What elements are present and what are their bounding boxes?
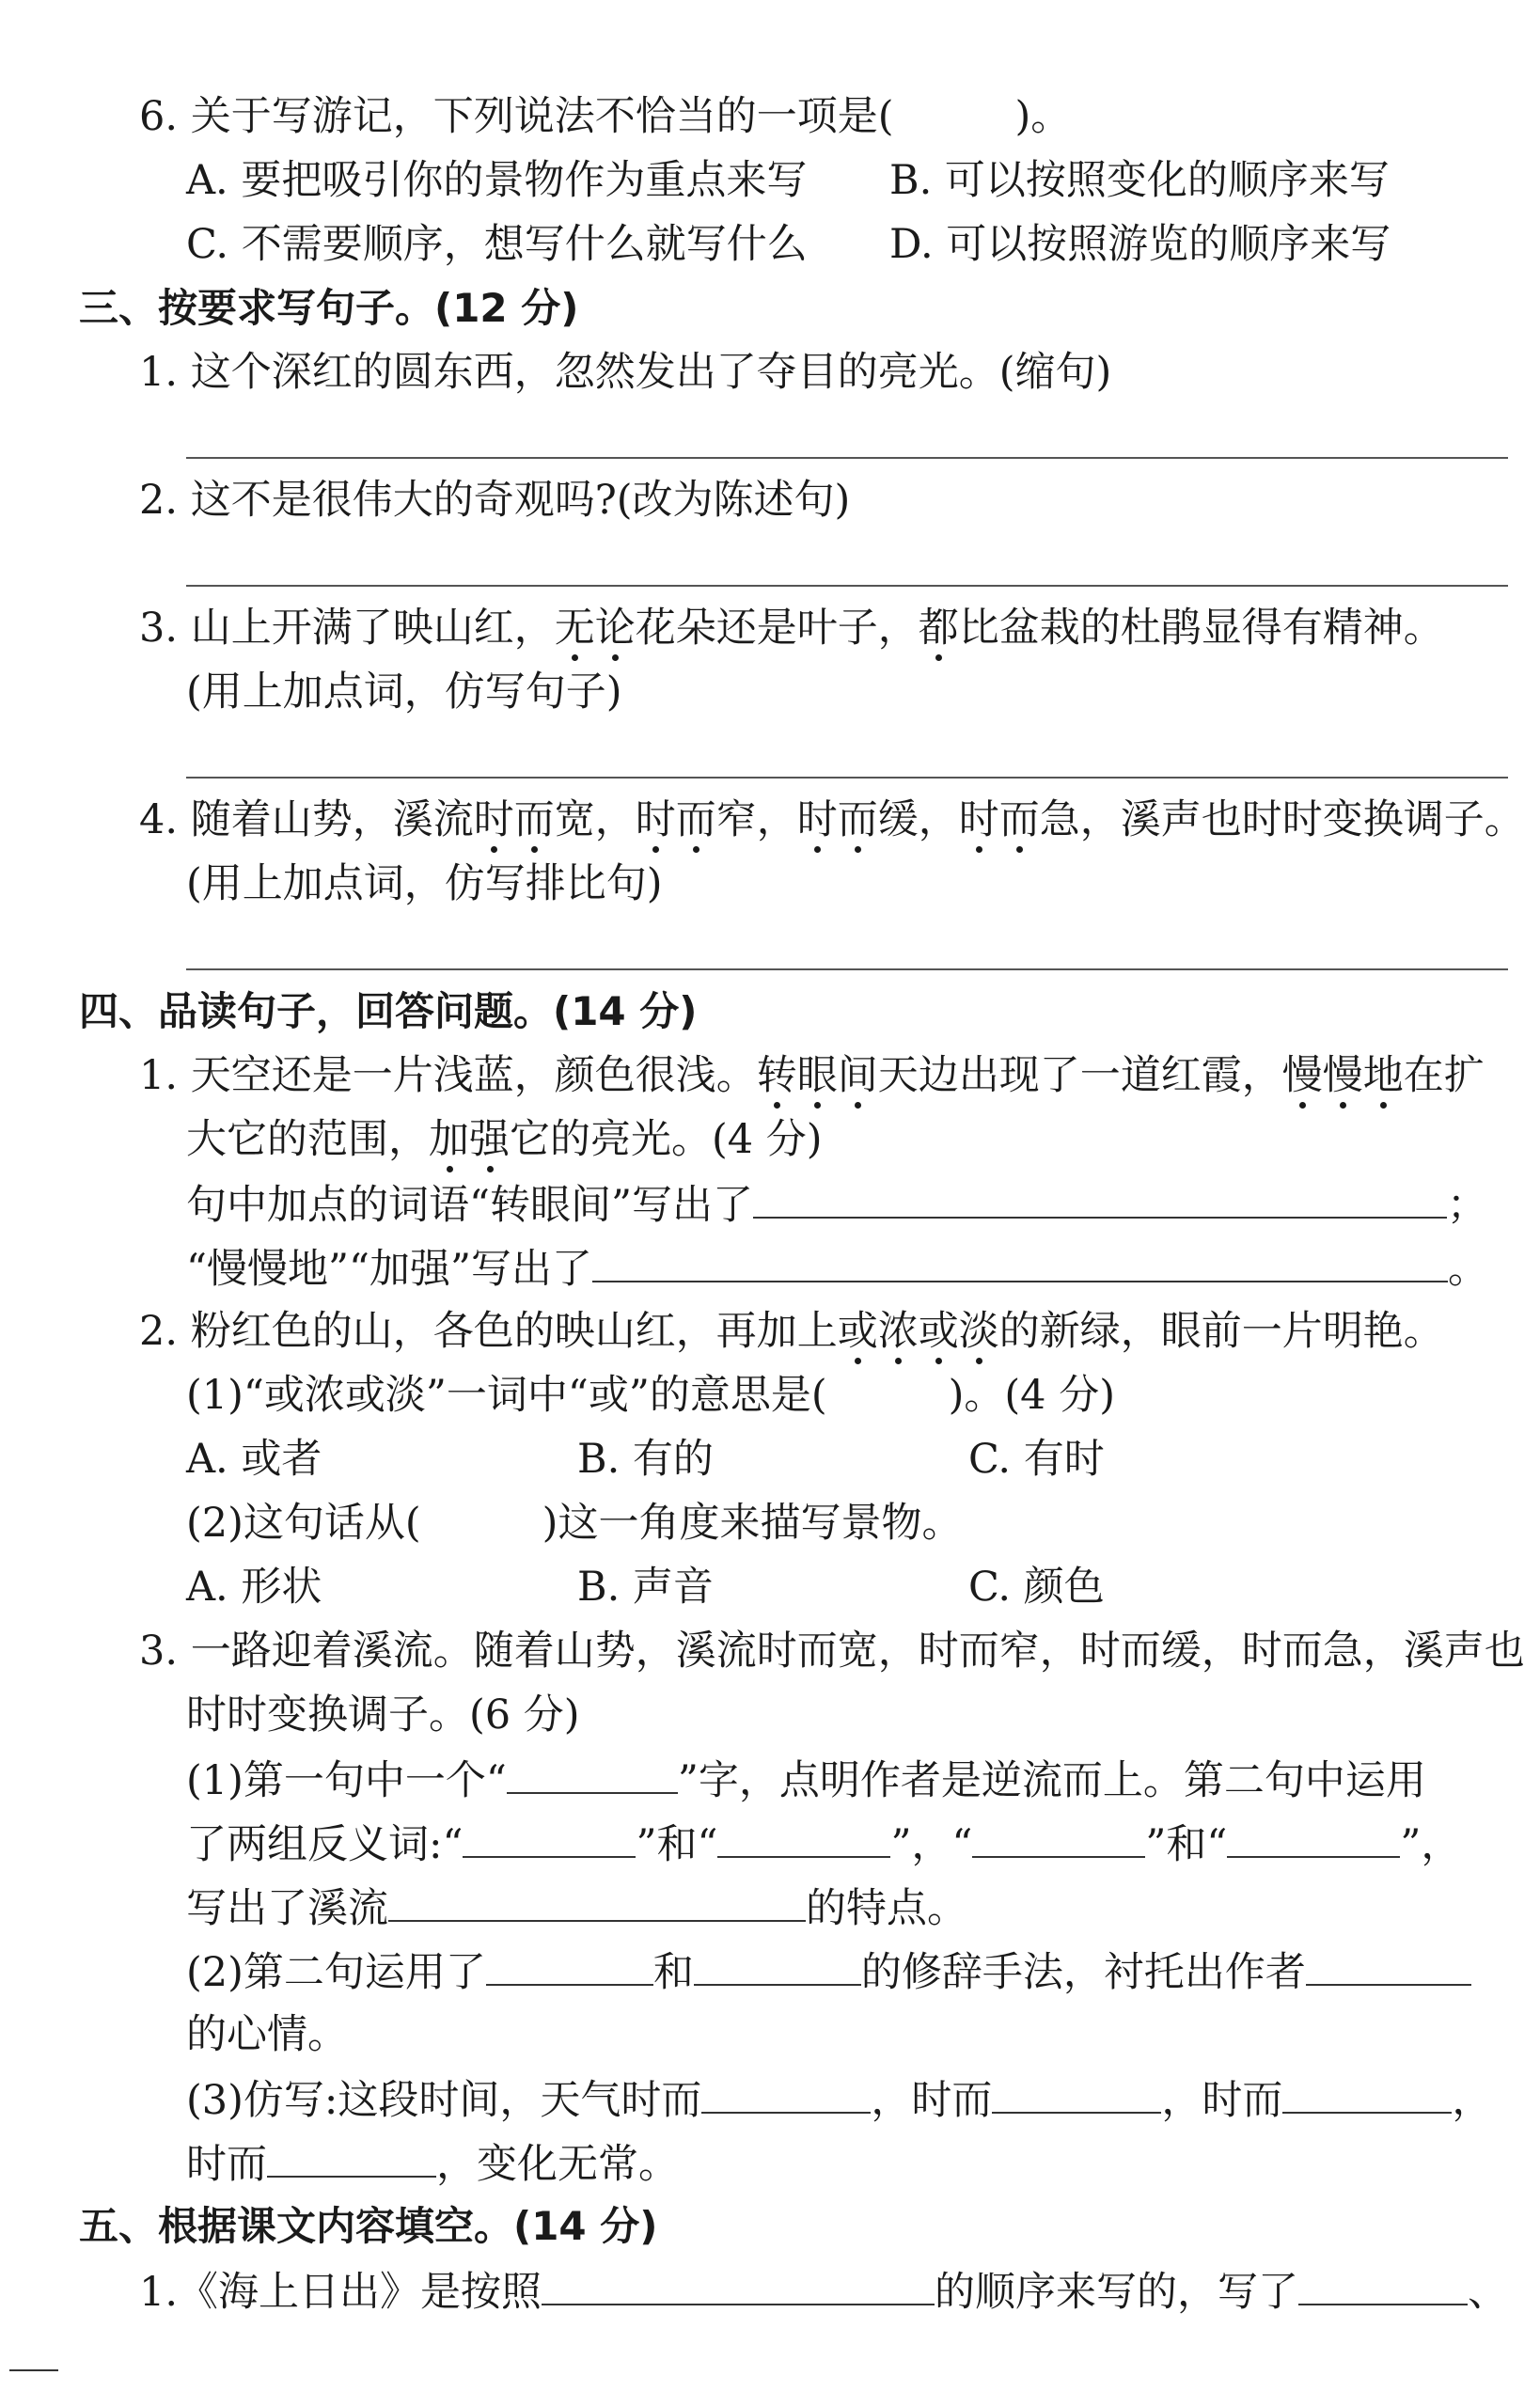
s3-q4-dotted-word [474,796,555,843]
s4-q3-blank-imitate-4[interactable] [267,2136,436,2178]
emphasis-dot-char: 时 [796,796,838,843]
s4-q3-sub-2-line-2: 的心情。 [186,2011,348,2058]
s5-q1-text: 的顺序来写的，写了 [935,2269,1299,2316]
s4-q1-text: 1. 天空还是一片浅蓝，颜色很浅。 [139,1052,757,1099]
s3-q4-dotted-word [636,796,716,843]
emphasis-dot-char: 无 [554,605,595,652]
s5-q1-text: 1.《海上日出》是按照 [139,2269,542,2316]
q6-option-a[interactable]: A. 要把吸引你的景物作为重点来写 [186,157,808,204]
section-3-heading: 三、按要求写句子。(12 分) [79,285,579,331]
s3-q4-part: 急，溪声也时时变换调子。 [1039,796,1525,843]
s4-q3-text: ”字，点明作者是逆流而上。第二句中运用 [677,1757,1426,1804]
emphasis-dot-char: 浓 [877,1308,919,1355]
s4-q2-sub1-option-a[interactable]: A. 或者 [186,1436,322,1483]
s4-q3-text: ”和“ [1145,1821,1228,1868]
s4-q2-sub-1: (1)“或浓或淡”一词中“或”的意思是( )。(4 分) [186,1372,1115,1419]
s3-question-1: 1. 这个深红的圆东西，忽然发出了夺目的亮光。(缩句) [139,349,1112,396]
s4-question-3: 3. 一路迎着溪流。随着山势，溪流时而宽，时而窄，时而缓，时而急，溪声也 [139,1628,1525,1675]
s4-q3-text: (1)第一句中一个“ [186,1757,507,1804]
page-footer-dash [9,2369,58,2371]
emphasis-dot-char: 时 [958,796,999,843]
s3-q1-answer-line[interactable] [186,457,1508,459]
s3-q2-answer-line[interactable] [186,585,1508,587]
s4-q1-line-2 [186,1113,823,1166]
q6-option-c[interactable]: C. 不需要顺序，想写什么就写什么 [186,221,808,268]
emphasis-dot-char: 而 [837,796,878,843]
s5-q1-blank-scene[interactable] [1298,2264,1468,2305]
emphasis-dot-char: 而 [675,796,716,843]
s4-q3-text: 写出了溪流 [186,1885,388,1932]
s4-q1-prompt-1 [186,1177,1487,1230]
s4-q2-sub-2: (2)这句话从( )这一角度来描写景物。 [186,1500,963,1547]
s4-q3-blank-imitate-1[interactable] [701,2072,871,2114]
s3-question-2: 2. 这不是很伟大的奇观吗?(改为陈述句) [139,477,851,524]
s4-q3-text: ”， [1400,1821,1462,1868]
s4-q3-blank-rhetoric-2[interactable] [694,1944,861,1986]
emphasis-dot-char: 或 [918,1308,959,1355]
s4-q3-text: 了两组反义词:“ [186,1821,464,1868]
s3-q3-prefix: 3. 山上开满了映山红， [139,605,555,652]
emphasis-dot-char: 或 [837,1308,878,1355]
emphasis-dot-char: 加 [429,1116,469,1163]
s4-q3-line-2: 时时变换调子。(6 分) [186,1691,580,1738]
emphasis-dot-char: 慢 [1281,1052,1323,1099]
s4-q2-sub2-option-a[interactable]: A. 形状 [186,1564,322,1611]
s4-q3-sub-3 [186,2072,1492,2125]
s5-q1-text: 、 [1468,2269,1509,2316]
s4-q2-sub2-option-b[interactable]: B. 声音 [577,1564,714,1611]
s4-q3-blank-antonym-2[interactable] [717,1817,890,1858]
s3-q4-part: 宽， [554,796,636,843]
s4-question-2 [139,1305,1444,1358]
s4-q3-sub-1-line-3 [186,1880,967,1933]
s4-q1-prompt-1-end: ； [1446,1182,1487,1229]
s5-q1-blank-order[interactable] [542,2264,935,2305]
s4-q1-blank-2[interactable] [592,1241,1448,1282]
s4-q1-text: 大它的范围， [186,1116,429,1163]
s4-q3-text: ，时而 [871,2077,993,2124]
s4-q3-text: (2)第二句运用了 [186,1949,486,1996]
emphasis-dot-char: 而 [513,796,555,843]
s4-q3-blank-antonym-3[interactable] [972,1817,1145,1858]
emphasis-dot-char: 时 [473,796,514,843]
s4-q1-prompt-1-text: 句中加点的词语“转眼间”写出了 [186,1182,753,1229]
emphasis-dot-char: 间 [837,1052,878,1099]
s4-q3-blank-antonym-4[interactable] [1227,1817,1400,1858]
s4-q3-text: (3)仿写:这段时间，天气时而 [186,2077,702,2124]
s3-q4-dotted-word [959,796,1040,843]
s4-q1-prompt-2 [186,1241,1488,1294]
s3-q4-answer-line[interactable] [186,968,1508,970]
s4-q3-sub-1 [186,1753,1426,1805]
s4-question-1 [139,1049,1485,1102]
s4-q2-sub1-option-b[interactable]: B. 有的 [577,1436,714,1483]
s3-question-3 [139,602,1444,654]
s4-q3-text: 时而 [186,2141,267,2188]
s4-q3-text: 的修辞手法，衬托出作者 [860,1949,1306,1996]
s4-q1-blank-1[interactable] [753,1177,1447,1219]
s4-q3-sub-3-line-2 [186,2136,679,2189]
s3-q3-dotted-word-2: 都 [918,605,959,652]
emphasis-dot-char: 而 [998,796,1040,843]
s4-q3-text: 的特点。 [806,1885,967,1932]
emphasis-dot-char: 地 [1362,1052,1404,1099]
s4-q3-blank-imitate-2[interactable] [992,2072,1161,2114]
s3-q3-mid: 花朵还是叶子， [635,605,919,652]
s4-q3-text: ”，“ [890,1821,973,1868]
s3-q3-answer-line[interactable] [186,777,1508,779]
s3-q4-part: 缓， [877,796,959,843]
s4-q3-sub-1-line-2 [186,1817,1461,1869]
s4-q2-sub2-option-c[interactable]: C. 颜色 [968,1564,1105,1611]
s5-question-1 [139,2264,1508,2317]
s4-q1-dotted-word-2 [1282,1052,1404,1099]
s4-q3-sub-2 [186,1944,1471,1997]
s4-q1-text: 天边出现了一道红霞， [877,1052,1282,1099]
s3-q4-part: 窄， [715,796,797,843]
s4-q2-dotted-word [838,1308,999,1355]
s4-q3-text: ，变化无常。 [436,2141,679,2188]
q6-option-b[interactable]: B. 可以按照变化的顺序来写 [889,157,1390,204]
emphasis-dot-char: 淡 [958,1308,999,1355]
s4-q3-text: ， [1452,2077,1493,2124]
s3-q4-dotted-word [797,796,878,843]
s4-q2-text: 的新绿，眼前一片明艳。 [998,1308,1444,1355]
s3-q4-prefix: 4. 随着山势，溪流 [139,796,474,843]
section-5-heading: 五、根据课文内容填空。(14 分) [79,2203,658,2249]
s3-q3-dotted-word-1 [555,605,636,652]
q6-option-d[interactable]: D. 可以按照游览的顺序来写 [889,221,1391,268]
s4-q1-dotted-word-3 [429,1116,510,1163]
section-4-heading: 四、品读句子，回答问题。(14 分) [79,988,698,1034]
s4-q3-text: ”和“ [636,1821,718,1868]
emphasis-dot-char: 慢 [1322,1052,1363,1099]
s4-q3-blank-antonym-1[interactable] [463,1817,636,1858]
emphasis-dot-char: 转 [756,1052,797,1099]
emphasis-dot-char: 论 [594,605,636,652]
emphasis-dot-char: 眼 [796,1052,838,1099]
s4-q3-blank-mood[interactable] [1306,1944,1471,1986]
emphasis-dot-char: 时 [635,796,676,843]
s3-q4-instruction: (用上加点词，仿写排比句) [186,860,663,907]
emphasis-dot-char: 强 [469,1116,510,1163]
s4-q3-blank-feature[interactable] [388,1880,806,1922]
s4-q3-blank-rhetoric-1[interactable] [486,1944,653,1986]
s4-q3-blank-char[interactable] [507,1753,678,1794]
s4-q1-dotted-word-1 [757,1052,878,1099]
s4-q1-text: 它的亮光。(4 分) [510,1116,823,1163]
s4-q3-text: 和 [652,1949,694,1996]
s4-q2-text: 2. 粉红色的山，各色的映山红，再加上 [139,1308,838,1355]
s4-q3-text: ，时而 [1161,2077,1283,2124]
question-6-stem: 6. 关于写游记，下列说法不恰当的一项是( )。 [139,93,1072,140]
s4-q2-sub1-option-c[interactable]: C. 有时 [968,1436,1105,1483]
s3-q3-instruction: (用上加点词，仿写句子) [186,669,622,716]
s4-q1-prompt-2-end: 。 [1447,1246,1488,1293]
s4-q3-blank-imitate-3[interactable] [1282,2072,1452,2114]
s4-q1-prompt-2-text: “慢慢地”“加强”写出了 [186,1246,592,1293]
s4-q1-text: 在扩 [1403,1052,1485,1099]
s3-question-4 [139,794,1525,846]
s3-q3-rest: 比盆栽的杜鹃显得有精神。 [958,605,1444,652]
